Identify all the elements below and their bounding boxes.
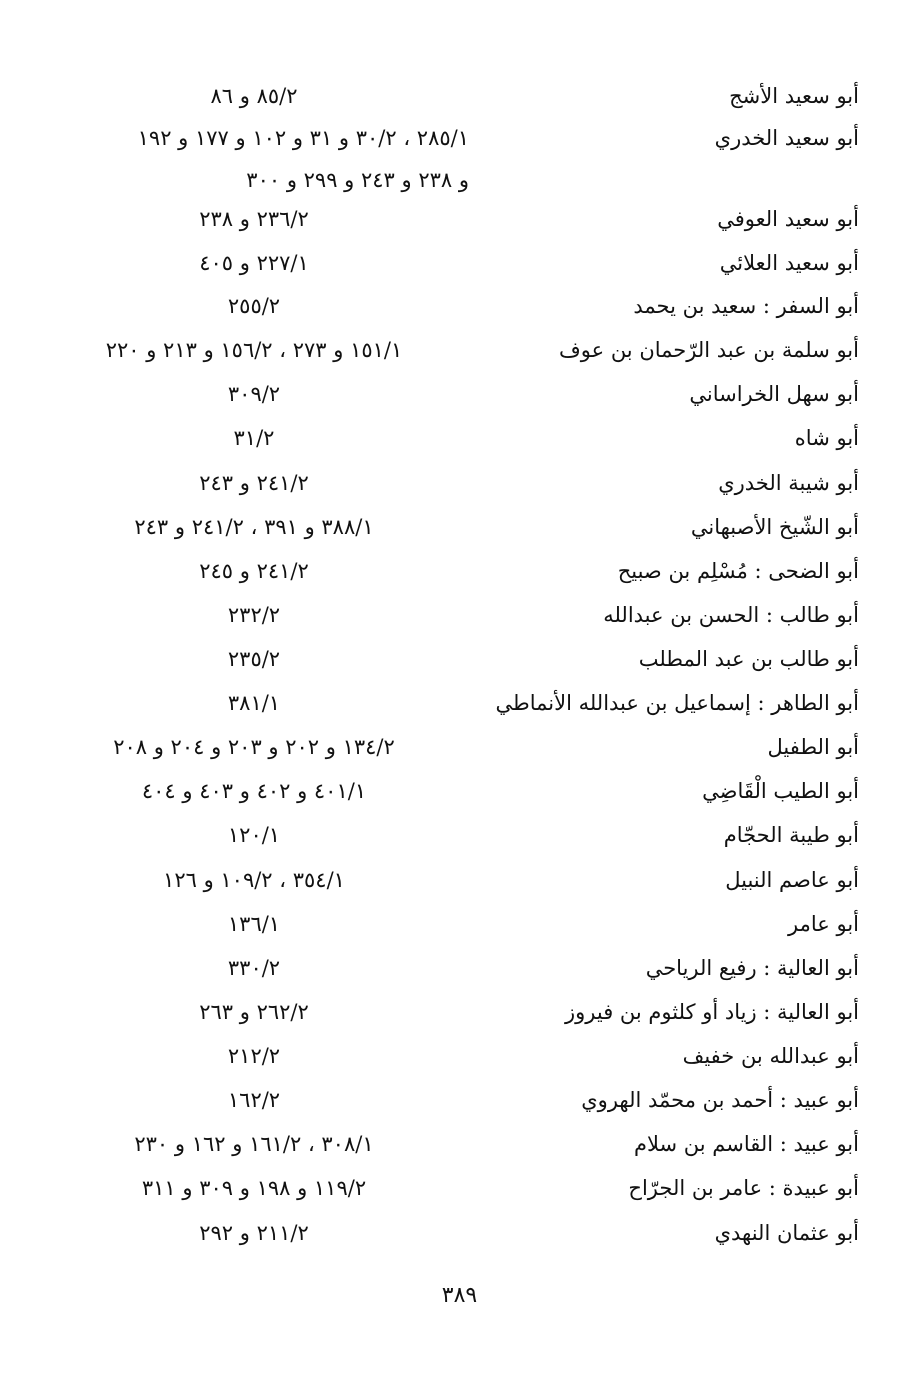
entry-name: أبو عبيد : أحمد بن محمّد الهروي bbox=[581, 1088, 859, 1112]
entry-references: ٢٦٢/٢ و ٢٦٣ bbox=[199, 1000, 309, 1024]
entry-references: ٣٥٤/١ ، ١٠٩/٢ و ١٢٦ bbox=[163, 868, 345, 892]
entry-name: أبو سعيد الخدري bbox=[714, 126, 859, 150]
entry-references-continued: و ٢٣٨ و ٢٤٣ و ٢٩٩ و ٣٠٠ bbox=[246, 168, 469, 192]
entry-name: أبو طالب بن عبد المطلب bbox=[638, 647, 859, 671]
index-entry bbox=[0, 76, 919, 116]
entry-references: ٨٥/٢ و ٨٦ bbox=[210, 84, 298, 108]
index-entry bbox=[0, 948, 919, 988]
index-entry bbox=[0, 992, 919, 1032]
index-entry bbox=[0, 374, 919, 414]
index-entry bbox=[0, 860, 919, 900]
entry-name: أبو عبيدة : عامر بن الجرّاح bbox=[628, 1176, 859, 1200]
index-entry bbox=[0, 199, 919, 239]
index-entry bbox=[0, 118, 919, 158]
index-entry bbox=[0, 330, 919, 370]
entry-references: ١٦٢/٢ bbox=[227, 1088, 281, 1112]
entry-name: أبو سهل الخراساني bbox=[689, 382, 859, 406]
entry-references: ١٣٦/١ bbox=[227, 912, 281, 936]
entry-references: ٢١٢/٢ bbox=[227, 1044, 281, 1068]
entry-references: ٢٨٥/١ ، ٣٠/٢ و ٣١ و ١٠٢ و ١٧٧ و ١٩٢ bbox=[137, 126, 469, 150]
index-entry bbox=[0, 507, 919, 547]
index-entry bbox=[0, 683, 919, 723]
entry-name: أبو الضحى : مُسْلِم بن صبيح bbox=[617, 559, 859, 583]
index-entry bbox=[0, 243, 919, 283]
entry-name: أبو سعيد العوفي bbox=[717, 207, 859, 231]
index-entry-continuation bbox=[0, 160, 919, 200]
entry-references: ٢١١/٢ و ٢٩٢ bbox=[199, 1221, 309, 1245]
entry-name: أبو سلمة بن عبد الرّحمان بن عوف bbox=[559, 338, 859, 362]
index-entry bbox=[0, 463, 919, 503]
entry-references: ٣١/٢ bbox=[233, 426, 275, 450]
entry-references: ٣٣٠/٢ bbox=[227, 956, 281, 980]
entry-name: أبو السفر : سعيد بن يحمد bbox=[633, 294, 859, 318]
entry-name: أبو العالية : زياد أو كلثوم بن فيروز bbox=[564, 1000, 859, 1024]
index-entry bbox=[0, 727, 919, 767]
entry-references: ١١٩/٢ و ١٩٨ و ٣٠٩ و ٣١١ bbox=[141, 1176, 367, 1200]
entry-name: أبو عبيد : القاسم بن سلام bbox=[634, 1132, 859, 1156]
entry-name: أبو شاه bbox=[794, 426, 859, 450]
entry-name: أبو عثمان النهدي bbox=[714, 1221, 859, 1245]
entry-name: أبو العالية : رفيع الرياحي bbox=[645, 956, 859, 980]
entry-name: أبو الشّيخ الأصبهاني bbox=[690, 515, 859, 539]
entry-references: ٢٣٢/٢ bbox=[227, 603, 281, 627]
entry-references: ٣٨١/١ bbox=[227, 691, 281, 715]
entry-references: ١٢٠/١ bbox=[227, 823, 281, 847]
entry-references: ٢٣٦/٢ و ٢٣٨ bbox=[199, 207, 309, 231]
entry-name: أبو عاصم النبيل bbox=[725, 868, 859, 892]
index-entry bbox=[0, 1168, 919, 1208]
index-entry bbox=[0, 904, 919, 944]
entry-references: ١٣٤/٢ و ٢٠٢ و ٢٠٣ و ٢٠٤ و ٢٠٨ bbox=[113, 735, 395, 759]
entry-references: ٢٣٥/٢ bbox=[227, 647, 281, 671]
entry-name: أبو الطيب الْقَاضِي bbox=[702, 779, 859, 803]
entry-references: ٣٠٨/١ ، ١٦١/٢ و ١٦٢ و ٢٣٠ bbox=[134, 1132, 374, 1156]
page-number: ٣٨٩ bbox=[441, 1283, 478, 1308]
entry-name: أبو عبدالله بن خفيف bbox=[682, 1044, 859, 1068]
entry-name: أبو سعيد الأشج bbox=[729, 84, 859, 108]
index-entry bbox=[0, 286, 919, 326]
entry-references: ٢٤١/٢ و ٢٤٣ bbox=[199, 471, 309, 495]
entry-name: أبو طيبة الحجّام bbox=[723, 823, 859, 847]
entry-references: ١٥١/١ و ٢٧٣ ، ١٥٦/٢ و ٢١٣ و ٢٢٠ bbox=[105, 338, 403, 362]
entry-name: أبو الطفيل bbox=[767, 735, 859, 759]
entry-references: ٢٥٥/٢ bbox=[227, 294, 281, 318]
entry-references: ٢٢٧/١ و ٤٠٥ bbox=[199, 251, 309, 275]
index-entry bbox=[0, 771, 919, 811]
entry-name: أبو سعيد العلائي bbox=[719, 251, 859, 275]
index-entry bbox=[0, 418, 919, 458]
index-entry bbox=[0, 1036, 919, 1076]
index-entry bbox=[0, 1124, 919, 1164]
index-entry bbox=[0, 639, 919, 679]
index-entry bbox=[0, 595, 919, 635]
index-entry bbox=[0, 1080, 919, 1120]
entry-name: أبو الطاهر : إسماعيل بن عبدالله الأنماطي bbox=[495, 691, 859, 715]
entry-references: ٤٠١/١ و ٤٠٢ و ٤٠٣ و ٤٠٤ bbox=[141, 779, 367, 803]
index-entry bbox=[0, 551, 919, 591]
index-entry bbox=[0, 1213, 919, 1253]
entry-references: ٣٠٩/٢ bbox=[227, 382, 281, 406]
entry-name: أبو طالب : الحسن بن عبدالله bbox=[603, 603, 859, 627]
entry-name: أبو شيبة الخدري bbox=[718, 471, 859, 495]
index-entry bbox=[0, 815, 919, 855]
entry-references: ٢٤١/٢ و ٢٤٥ bbox=[199, 559, 309, 583]
entry-references: ٣٨٨/١ و ٣٩١ ، ٢٤١/٢ و ٢٤٣ bbox=[134, 515, 374, 539]
entry-name: أبو عامر bbox=[788, 912, 859, 936]
